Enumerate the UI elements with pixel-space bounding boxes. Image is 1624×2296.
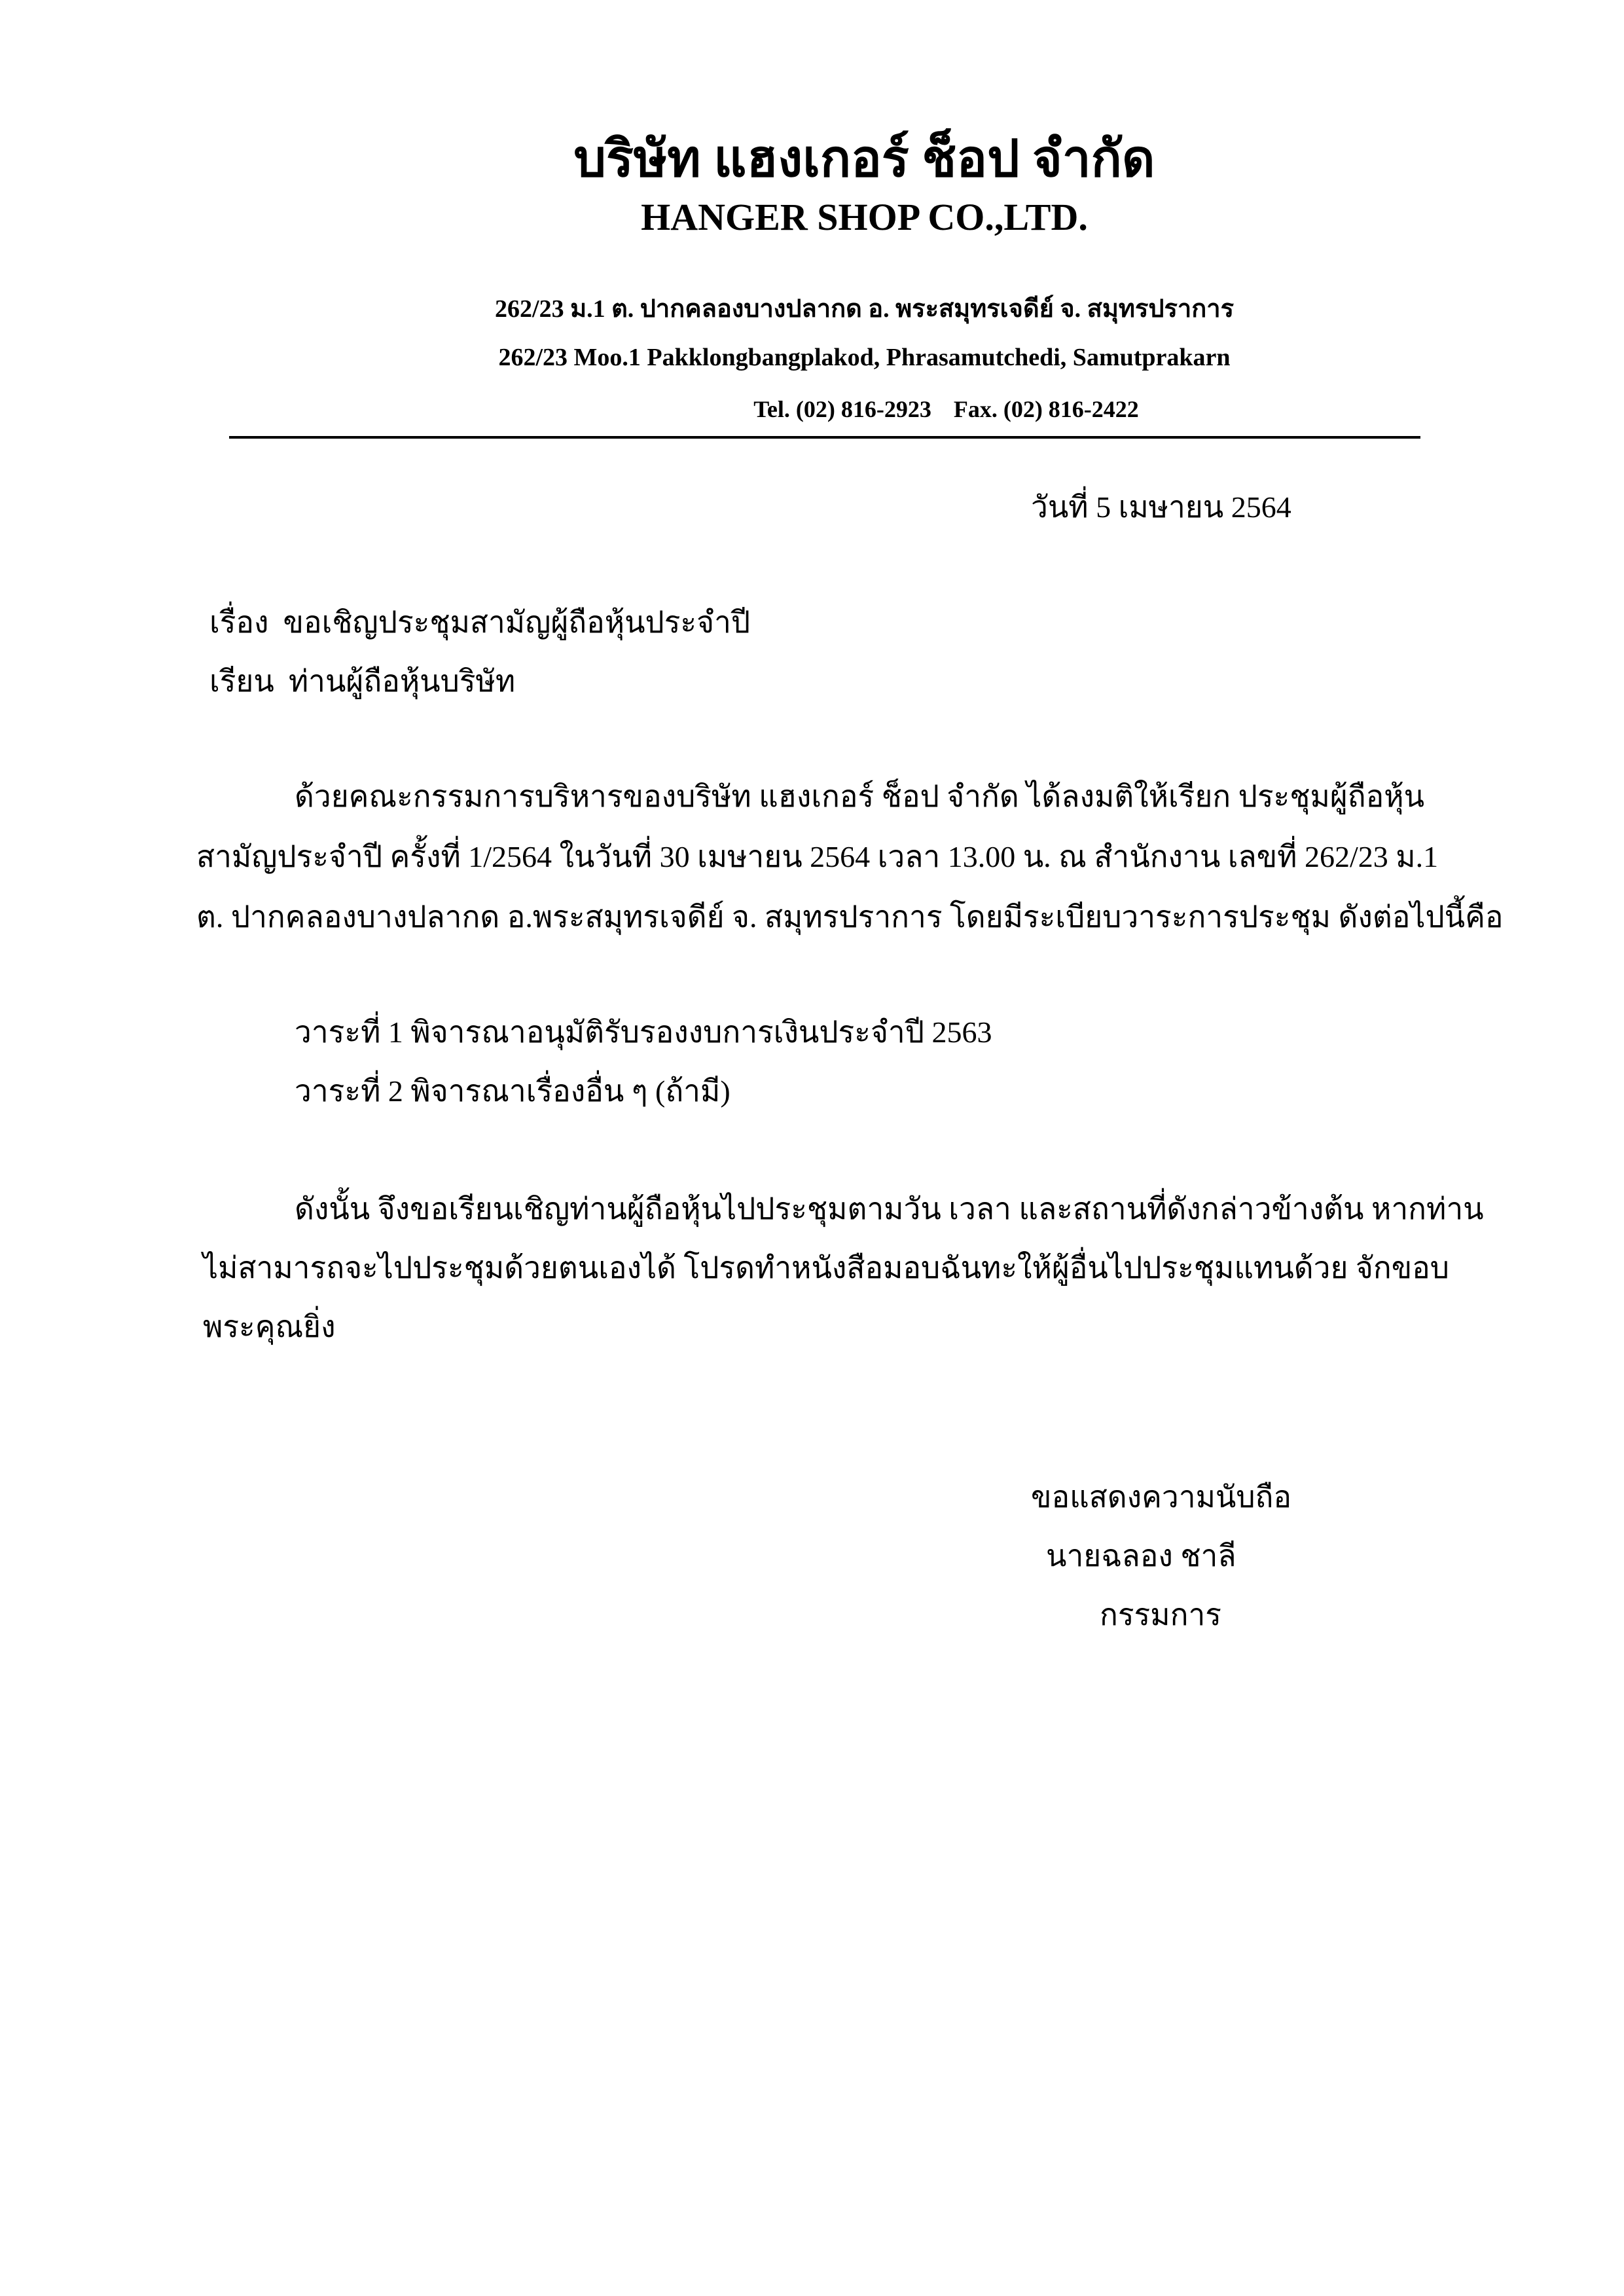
- company-contact: [0, 395, 1624, 423]
- recipient-text: ท่านผู้ถือหุ้นบริษัท: [288, 665, 516, 698]
- recipient-label: เรียน: [209, 665, 274, 698]
- signature-closing: ขอแสดงความนับถือ: [1031, 1480, 1292, 1514]
- letter-recipient: [209, 657, 515, 705]
- signer-title: กรรมการ: [1100, 1598, 1221, 1631]
- telephone-number: Tel. (02) 816-2923: [753, 396, 931, 422]
- subject-text: ขอเชิญประชุมสามัญผู้ถือหุ้นประจำปี: [283, 606, 751, 639]
- closing-paragraph-line: ไม่สามารถจะไปประชุมด้วยตนเองได้ โปรดทำหนังสือมอบฉันทะให้ผู้อื่นไปประชุมแทนด้วย จักขอบ: [203, 1251, 1449, 1285]
- company-address-english: 262/23 Moo.1 Pakklongbangplakod, Phrasamutchedi, Samutprakarn: [498, 344, 1231, 371]
- invitation-paragraph-line: ด้วยคณะกรรมการบริหารของบริษัท แฮงเกอร์ ช็อป จำกัด ได้ลงมติให้เรียก ประชุมผู้ถือหุ้น: [295, 780, 1425, 813]
- company-address-thai: 262/23 ม.1 ต. ปากคลองบางปลากด อ. พระสมุทรเจดีย์ จ. สมุทรปราการ: [495, 295, 1234, 323]
- agenda-item: วาระที่ 1 พิจารณาอนุมัติรับรองงบการเงินประจำปี 2563: [295, 1015, 992, 1049]
- invitation-paragraph-line: ต. ปากคลองบางปลากด อ.พระสมุทรเจดีย์ จ. สมุทรปราการ โดยมีระเบียบวาระการประชุม ดังต่อไปนี้คือ: [196, 900, 1504, 934]
- letterhead-divider: [229, 436, 1420, 439]
- letter-date: วันที่ 5 เมษายน 2564: [1031, 490, 1291, 524]
- company-name-thai: บริษัท แฮงเกอร์ ช็อป จำกัด: [573, 130, 1155, 187]
- fax-number: Fax. (02) 816-2422: [953, 396, 1139, 422]
- company-name-english: HANGER SHOP CO.,LTD.: [641, 196, 1088, 238]
- closing-paragraph-line: พระคุณยิ่ง: [203, 1310, 336, 1343]
- signer-name: นายฉลอง ชาลี: [1046, 1539, 1236, 1573]
- invitation-paragraph-line: สามัญประจำปี ครั้งที่ 1/2564 ในวันที่ 30 เมษายน 2564 เวลา 13.00 น. ณ สำนักงาน เลขที่ 262/23 ม.1: [196, 840, 1439, 873]
- letter-subject: [209, 598, 750, 646]
- subject-label: เรื่อง: [209, 606, 269, 639]
- closing-paragraph-line: ดังนั้น จึงขอเรียนเชิญท่านผู้ถือหุ้นไปประชุมตามวัน เวลา และสถานที่ดังกล่าวข้างต้น หากท่าน: [295, 1192, 1484, 1226]
- agenda-item: วาระที่ 2 พิจารณาเรื่องอื่น ๆ (ถ้ามี): [295, 1074, 731, 1108]
